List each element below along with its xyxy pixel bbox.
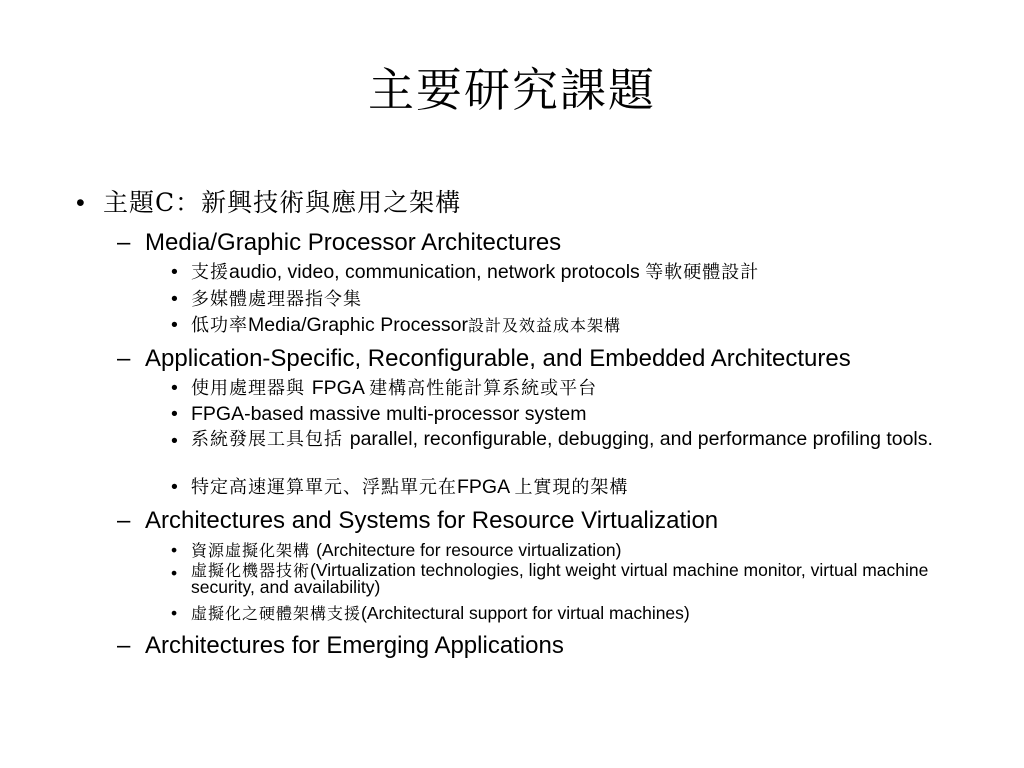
- topic-label: 主題C：新興技術與應用之架構: [103, 188, 462, 217]
- bullet-icon: •: [171, 603, 178, 623]
- bullet-icon: •: [171, 261, 178, 283]
- list-item-text: 特定高速運算單元、浮點單元在FPGA 上實現的架構: [191, 476, 629, 498]
- section-heading: Architectures and Systems for Resource Virtualization: [145, 507, 719, 534]
- list-item-text: 虛擬化之硬體架構支援(Architectural support for virtual machines): [191, 603, 690, 623]
- list-item-text: 虛擬化機器技術(Virtualization technologies, light weight virtual machine monitor, virtual machine security, and availability): [191, 560, 929, 597]
- list-item-text: 多媒體處理器指令集: [191, 289, 362, 310]
- list-item-text: 資源虛擬化架構 (Architecture for resource virtualization): [191, 540, 622, 560]
- slide-title: 主要研究課題: [368, 63, 656, 117]
- bullet-icon: •: [171, 288, 178, 310]
- section-heading: Architectures for Emerging Applications: [145, 632, 564, 659]
- list-item-text: 使用處理器與 FPGA 建構高性能計算系統或平台: [191, 377, 598, 399]
- bullet-icon: •: [171, 540, 178, 560]
- dash-icon: –: [117, 632, 131, 659]
- list-item-text: FPGA-based massive multi-processor system: [191, 403, 587, 425]
- list-item-text: 低功率Media/Graphic Processor設計及效益成本架構: [191, 314, 622, 336]
- dash-icon: –: [117, 345, 131, 372]
- section-heading: Media/Graphic Processor Architectures: [145, 229, 562, 256]
- dash-icon: –: [117, 507, 131, 534]
- bullet-icon: •: [171, 563, 178, 583]
- section-heading: Application-Specific, Reconfigurable, and Embedded Architectures: [145, 345, 851, 372]
- bullet-icon: •: [171, 476, 178, 498]
- bullet-icon: •: [171, 403, 178, 425]
- list-item-text: 系統發展工具包括 parallel, reconfigurable, debugging, and performance profiling tools.: [191, 428, 933, 450]
- bullet-icon: •: [171, 377, 178, 399]
- dash-icon: –: [117, 229, 131, 256]
- bullet-icon: •: [76, 189, 85, 217]
- bullet-icon: •: [171, 430, 178, 452]
- bullet-icon: •: [171, 314, 178, 336]
- list-item-text: 支援audio, video, communication, network protocols 等軟硬體設計: [191, 261, 760, 283]
